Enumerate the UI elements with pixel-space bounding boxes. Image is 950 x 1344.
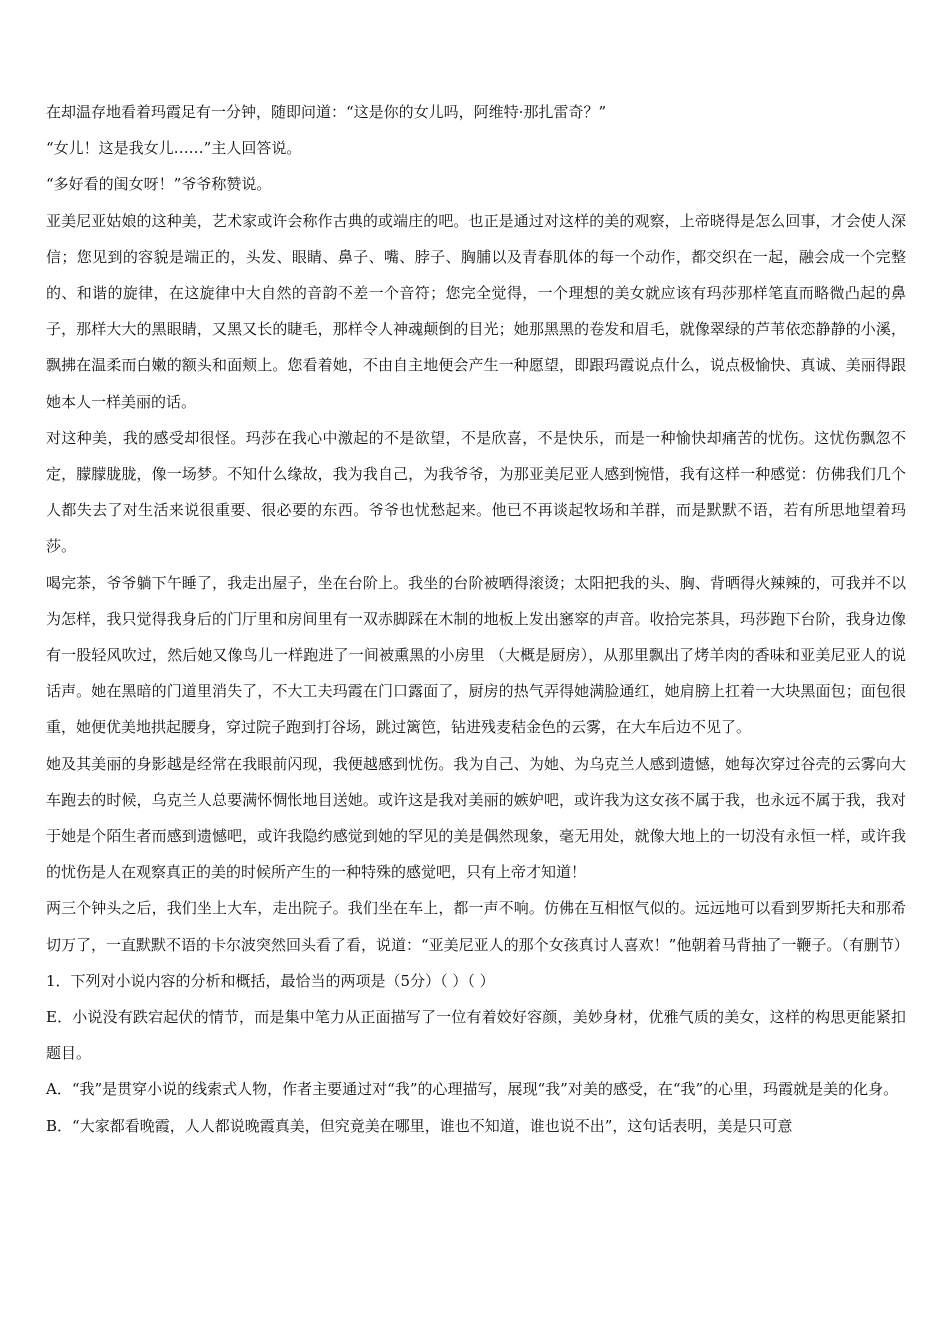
passage-paragraph-7: 她及其美丽的身影越是经常在我眼前闪现，我便越感到忧伤。我为自己、为她、为乌克兰人感到遗憾，她每次穿过谷壳的云雾向大车跑去的时候，乌克兰人总要满怀惆怅地目送她。或许这是我对美丽的嫉妒吧，或许我为这女孩不属于我，也永远不属于我，我对于她是个陌生者而感到遗憾吧，或许我隐约感觉到她的罕见的美是偶然现象，毫无用处，就像大地上的一切没有永恒一样，或许我的忧伤是人在观察真正的美的时候所产生的一种特殊的感觉吧，只有上帝才知道！ (46, 754, 906, 882)
passage-paragraph-3: “多好看的闺女呀！”爷爷称赞说。 (46, 175, 272, 194)
passage-paragraph-1: 在却温存地看着玛霞足有一分钟，随即问道：“这是你的女儿吗，阿维特·那扎雷奇？” (46, 103, 607, 121)
question-option-e: E．小说没有跌宕起伏的情节，而是集中笔力从正面描写了一位有着姣好容颜，美妙身材，优雅气质的美女，这样的构思更能紧扣题目。 (46, 1008, 906, 1063)
passage-paragraph-5: 对这种美，我的感受却很怪。玛莎在我心中激起的不是欲望，不是欣喜，不是快乐，而是一种愉快却痛苦的忧伤。这忧伤飘忽不定，朦朦胧胧，像一场梦。不知什么缘故，我为我自己，为我爷爷，为那亚美尼亚人感到惋惜，我有这样一种感觉：仿佛我们几个人都失去了对生活来说很重要、很必要的东西。爷爷也忧愁起来。他已不再谈起牧场和羊群，而是默默不语，若有所思地望着玛莎。 (46, 428, 906, 556)
passage-paragraph-4: 亚美尼亚姑娘的这种美，艺术家或许会称作古典的或端庄的吧。也正是通过对这样的美的观察，上帝晓得是怎么回事，才会使人深信；您见到的容貌是端正的，头发、眼睛、鼻子、嘴、脖子、胸脯以及青春肌体的每一个动作，都交织在一起，融会成一个完整的、和谐的旋律，在这旋律中大自然的音韵不差一个音符；您完全觉得，一个理想的美女就应该有玛莎那样笔直而略微凸起的鼻子，那样大大的黑眼睛，又黑又长的睫毛，那样令人神魂颠倒的目光；她那黑黑的卷发和眉毛，就像翠绿的芦苇依恋静静的小溪，飘拂在温柔而白嫩的额头和面颊上。您看着她，不由自主地便会产生一种愿望，即跟玛霞说点什么，说点极愉快、真诚、美丽得跟她本人一样美丽的话。 (46, 211, 906, 411)
passage-paragraph-6: 喝完茶，爷爷躺下午睡了，我走出屋子，坐在台阶上。我坐的台阶被晒得滚烫；太阳把我的头、胸、背晒得火辣辣的，可我并不以为怎样，我只觉得我身后的门厅里和房间里有一双赤脚踩在木制的地板上发出窸窣的声音。收拾完茶具，玛莎跑下台阶，我身边像有一股轻风吹过，然后她又像鸟儿一样跑进了一间被熏黑的小房里 （大概是厨房），从那里飘出了烤羊肉的香味和亚美尼亚人的说话声。她在黑暗的门道里消失了，不大工夫玛霞在门口露面了，厨房的热气弄得她满脸通红，她肩膀上扛着一大块黑面包；面包很重，她便优美地拱起腰身，穿过院子跑到打谷场，跳过篱笆，钻进残麦秸金色的云雾，在大车后边不见了。 (46, 573, 906, 737)
question-option-a: A．“我”是贯穿小说的线索式人物，作者主要通过对“我”的心理描写，展现“我”对美的感受，在“我”的心里，玛霞就是美的化身。 (46, 1080, 899, 1099)
question-option-b: B．“大家都看晚霞，人人都说晚霞真美，但究竟美在哪里，谁也不知道，谁也说不出”，这句话表明，美是只可意 (46, 1116, 793, 1135)
question-title: 1．下列对小说内容的分析和概括，最恰当的两项是（5分）（ ）（ ） (46, 971, 495, 990)
passage-paragraph-2: “女儿！这是我女儿……”主人回答说。 (46, 139, 302, 158)
passage-paragraph-8: 两三个钟头之后，我们坐上大车，走出院子。我们坐在车上，都一声不响。仿佛在互相怄气似的。远远地可以看到罗斯托夫和那希切万了，一直默默不语的卡尔波突然回头看了看，说道：“亚美尼亚人的那个女孩真讨人喜欢！”他朝着马背抽了一鞭子。（有删节） (46, 899, 909, 954)
